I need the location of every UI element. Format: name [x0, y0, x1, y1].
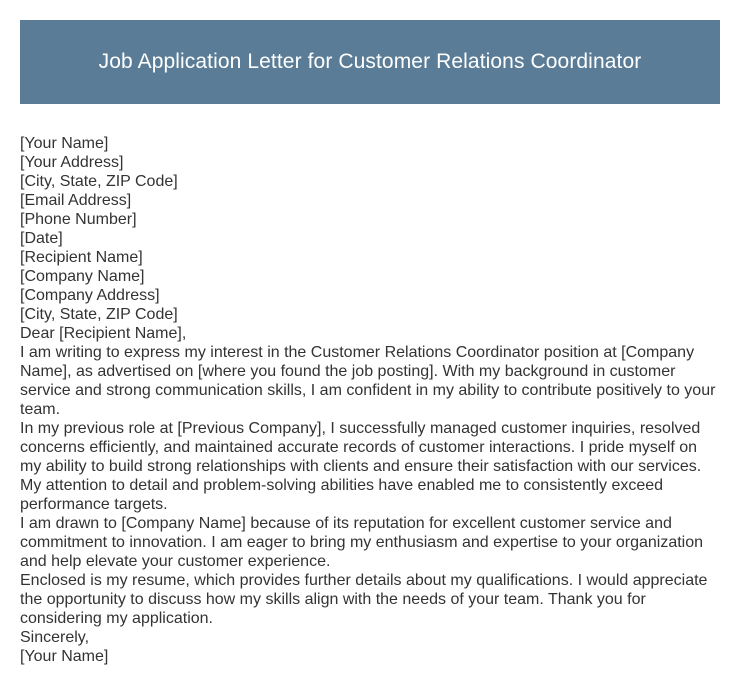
- sender-phone: [Phone Number]: [20, 211, 137, 228]
- letter-date: [Date]: [20, 230, 63, 247]
- signature: [Your Name]: [20, 648, 109, 665]
- body-paragraph-3: I am drawn to [Company Name] because of its reputation for excellent customer service and commitment to innovation. I am eager to bring my enthusiasm and expertise to your organization and help elevate your customer experience.: [20, 515, 704, 570]
- body-paragraph-4: Enclosed is my resume, which provides further details about my qualifications. I would appreciate the opportunity to discuss how my skills align with the needs of your team. Thank you for considering my application.: [20, 572, 708, 627]
- page-title: Job Application Letter for Customer Relations Coordinator: [98, 50, 642, 73]
- recipient-company: [Company Name]: [20, 268, 145, 285]
- sender-email: [Email Address]: [20, 192, 132, 209]
- body-paragraph-2: In my previous role at [Previous Company], I successfully managed customer inquiries, resolved concerns efficiently, and maintained accurate records of customer interactions. I pride myself on my ability to build strong relationships with clients and ensure their satisfaction with our services. My attention to detail and problem-solving abilities have enabled me to consistently exceed performance targets.: [20, 420, 702, 513]
- salutation: Dear [Recipient Name],: [20, 325, 187, 342]
- title-banner: [20, 20, 720, 104]
- recipient-address: [Company Address]: [20, 287, 160, 304]
- closing: Sincerely,: [20, 629, 90, 646]
- sender-city-state-zip: [City, State, ZIP Code]: [20, 173, 178, 190]
- sender-address: [Your Address]: [20, 154, 124, 171]
- body-paragraph-1: I am writing to express my interest in the Customer Relations Coordinator position at [Company Name], as advertised on [where you found the job posting]. With my background in customer service and strong communication skills, I am confident in my ability to contribute positively to your team.: [20, 344, 716, 418]
- sender-name: [Your Name]: [20, 135, 109, 152]
- recipient-name: [Recipient Name]: [20, 249, 143, 266]
- recipient-city-state-zip: [City, State, ZIP Code]: [20, 306, 178, 323]
- letter-body: [20, 134, 720, 666]
